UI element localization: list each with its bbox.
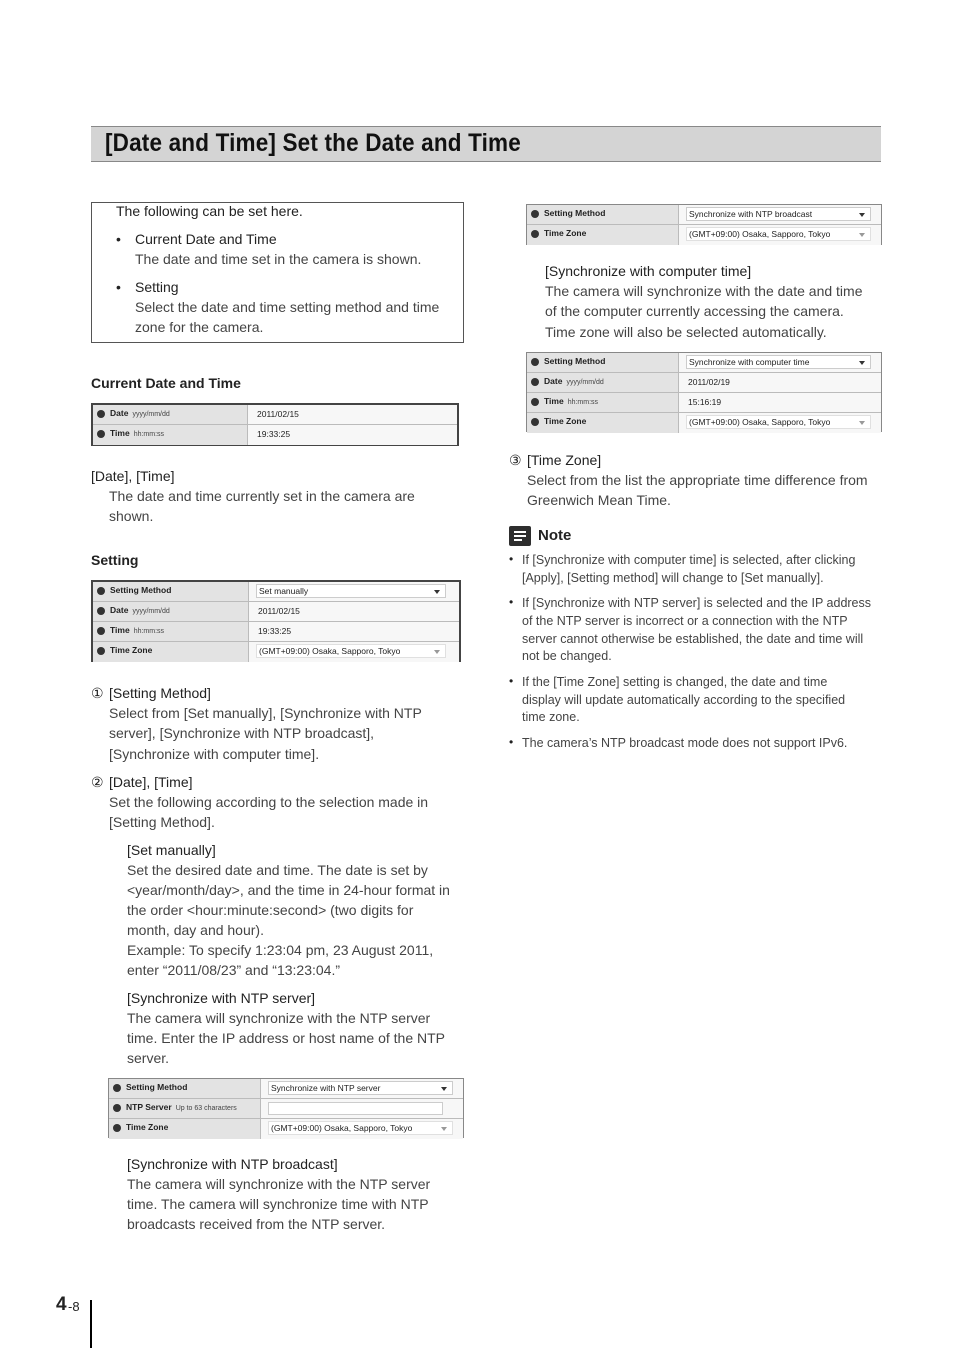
section-heading-current: Current Date and Time — [91, 375, 241, 391]
item-desc: [Setting Method]. — [109, 814, 215, 830]
select-value: (GMT+09:00) Osaka, Sapporo, Tokyo — [689, 229, 831, 239]
item-desc: shown. — [109, 508, 154, 524]
info-icon — [113, 1124, 121, 1132]
item-desc: Select from [Set manually], [Synchronize with NTP — [109, 705, 422, 721]
row-hint: yyyy/mm/dd — [132, 608, 170, 615]
row-label: Time Zone — [544, 228, 587, 238]
row-hint: yyyy/mm/dd — [566, 379, 604, 386]
row-label: Date — [110, 605, 129, 615]
chevron-down-icon — [859, 361, 865, 365]
panel-row-method — [93, 582, 459, 602]
row-label: Date — [544, 376, 563, 386]
subitem-desc: enter “2011/08/23” and “13:23:04.” — [127, 962, 341, 978]
note-text: If the [Time Zone] setting is changed, the date and time — [522, 675, 828, 689]
note-text: If [Synchronize with computer time] is selected, after clicking — [522, 553, 856, 567]
row-hint: hh:mm:ss — [133, 431, 165, 438]
subitem-desc: The camera will synchronize with the date and time — [545, 283, 863, 299]
item-desc: Set the following according to the selection made in — [109, 794, 429, 810]
item-head: [Date], [Time] — [109, 774, 193, 790]
date-value: 2011/02/19 — [688, 377, 730, 387]
info-icon — [531, 230, 539, 238]
bullet-icon: • — [509, 735, 514, 749]
subitem-desc: time. The camera will synchronize time with NTP — [127, 1196, 429, 1212]
chevron-down-icon — [434, 590, 440, 594]
panel-row-time — [527, 393, 881, 413]
row-hint: hh:mm:ss — [133, 628, 165, 635]
chevron-down-icon — [434, 650, 440, 654]
row-label: Time — [110, 428, 130, 438]
chapter-number: 4 — [56, 1294, 67, 1315]
item-number: ② — [91, 774, 104, 790]
item-head: [Date], [Time] — [91, 468, 175, 484]
bullet-icon: • — [116, 231, 121, 247]
computer-time-panel — [526, 352, 882, 432]
panel-row-timezone — [109, 1119, 463, 1139]
panel-row-time — [93, 425, 457, 445]
info-icon — [113, 1104, 121, 1112]
item-desc: [Synchronize with computer time]. — [109, 746, 320, 762]
subitem-head: [Set manually] — [127, 842, 216, 858]
chevron-down-icon — [441, 1127, 447, 1131]
info-icon — [97, 647, 105, 655]
item-number: ③ — [509, 452, 522, 468]
time-value: 19:33:25 — [257, 429, 291, 439]
row-label: Time — [110, 625, 130, 635]
panel-row-date — [93, 602, 459, 622]
note-text: time zone. — [522, 710, 580, 724]
page-number: -8 — [68, 1299, 80, 1314]
chevron-down-icon — [859, 213, 865, 217]
select-value: (GMT+09:00) Osaka, Sapporo, Tokyo — [259, 646, 401, 656]
item-desc: Select from the list the appropriate time difference from — [527, 472, 868, 488]
select-value: Synchronize with NTP broadcast — [689, 209, 813, 219]
info-icon — [97, 410, 105, 418]
subitem-desc: month, day and hour). — [127, 922, 264, 938]
subitem-head: [Synchronize with NTP broadcast] — [127, 1156, 338, 1172]
info-icon — [97, 607, 105, 615]
time-value: 15:16:19 — [688, 397, 722, 407]
item-head: [Time Zone] — [527, 452, 602, 468]
timezone-select[interactable] — [686, 227, 871, 241]
note-text: of the NTP server is incorrect or a connection with the NTP — [522, 614, 848, 628]
page-title-bar — [91, 126, 881, 162]
info-icon — [531, 358, 539, 366]
chevron-down-icon — [859, 233, 865, 237]
info-icon — [531, 378, 539, 386]
page-title: [Date and Time] Set the Date and Time — [105, 129, 521, 157]
summary-item-desc: Select the date and time setting method and time — [135, 299, 440, 315]
row-hint: Up to 63 characters — [175, 1105, 237, 1112]
chevron-down-icon — [441, 1087, 447, 1091]
row-label: Time — [544, 396, 564, 406]
note-text: display will update automatically according to the specified — [522, 693, 846, 707]
info-icon — [531, 418, 539, 426]
panel-row-time — [93, 622, 459, 642]
note-text: If [Synchronize with NTP server] is selected and the IP address — [522, 596, 872, 610]
date-input[interactable]: 2011/02/15 — [258, 606, 300, 616]
select-value: (GMT+09:00) Osaka, Sapporo, Tokyo — [271, 1123, 413, 1133]
subitem-desc: Set the desired date and time. The date is set by — [127, 862, 428, 878]
row-label: Setting Method — [544, 208, 606, 218]
current-datetime-panel — [91, 403, 459, 446]
subitem-desc: broadcasts received from the NTP server. — [127, 1216, 386, 1232]
setting-method-select[interactable] — [268, 1081, 453, 1095]
subitem-desc: the order <hour:minute:second> (two digits for — [127, 902, 414, 918]
info-icon — [113, 1084, 121, 1092]
panel-row-method — [527, 205, 881, 225]
select-value: (GMT+09:00) Osaka, Sapporo, Tokyo — [689, 417, 831, 427]
bullet-icon: • — [509, 552, 514, 566]
row-label: Setting Method — [544, 356, 606, 366]
setting-method-select[interactable] — [686, 355, 871, 369]
subitem-desc: Time zone will also be selected automatically. — [545, 324, 827, 340]
info-icon — [97, 430, 105, 438]
subitem-desc: The camera will synchronize with the NTP server — [127, 1176, 431, 1192]
bullet-icon: • — [116, 279, 121, 295]
time-input[interactable]: 19:33:25 — [258, 626, 292, 636]
note-text: The camera’s NTP broadcast mode does not support IPv6. — [522, 736, 848, 750]
row-label: Setting Method — [110, 585, 172, 595]
subitem-desc: <year/month/day>, and the time in 24-hour format in — [127, 882, 450, 898]
item-head: [Setting Method] — [109, 685, 211, 701]
summary-item-head: Current Date and Time — [135, 231, 277, 247]
note-title: Note — [538, 527, 572, 544]
date-value: 2011/02/15 — [257, 409, 299, 419]
row-hint: hh:mm:ss — [567, 399, 599, 406]
setting-panel — [91, 580, 461, 662]
summary-item-desc: zone for the camera. — [135, 319, 264, 335]
timezone-select[interactable] — [268, 1121, 453, 1135]
chevron-down-icon — [859, 421, 865, 425]
panel-row-timezone — [527, 225, 881, 245]
row-label: Time Zone — [544, 416, 587, 426]
row-hint: yyyy/mm/dd — [132, 411, 170, 418]
summary-intro: The following can be set here. — [116, 203, 303, 219]
note-text: not be changed. — [522, 649, 612, 663]
subitem-desc: The camera will synchronize with the NTP server — [127, 1010, 431, 1026]
info-icon — [97, 587, 105, 595]
note-text: [Apply], [Setting method] will change to [Set manually]. — [522, 571, 824, 585]
subitem-desc: server. — [127, 1050, 170, 1066]
ntp-server-panel — [108, 1078, 464, 1138]
panel-row-ntp-server — [109, 1099, 463, 1119]
row-label: Time Zone — [110, 645, 153, 655]
info-icon — [531, 210, 539, 218]
row-label: Time Zone — [126, 1122, 169, 1132]
select-value: Synchronize with computer time — [689, 357, 810, 367]
ntp-server-input[interactable] — [268, 1102, 443, 1115]
section-heading-setting: Setting — [91, 552, 139, 568]
row-label: Date — [110, 408, 129, 418]
info-icon — [97, 627, 105, 635]
info-icon — [531, 398, 539, 406]
setting-method-select[interactable] — [256, 584, 446, 598]
item-desc: The date and time currently set in the camera are — [109, 488, 415, 504]
item-desc: server], [Synchronize with NTP broadcast], — [109, 725, 375, 741]
panel-row-method — [527, 353, 881, 373]
subitem-desc: of the computer currently accessing the camera. — [545, 303, 844, 319]
note-text: server cannot otherwise be established, the date and time will — [522, 632, 864, 646]
subitem-head: [Synchronize with computer time] — [545, 263, 752, 279]
item-desc: Greenwich Mean Time. — [527, 492, 671, 508]
ntp-broadcast-panel — [526, 204, 882, 245]
subitem-desc: Example: To specify 1:23:04 pm, 23 August 2011, — [127, 942, 434, 958]
panel-row-date — [93, 405, 457, 425]
subitem-head: [Synchronize with NTP server] — [127, 990, 316, 1006]
panel-row-timezone — [93, 642, 459, 662]
row-label: Setting Method — [126, 1082, 188, 1092]
note-icon — [509, 526, 531, 546]
item-number: ① — [91, 685, 104, 701]
bullet-icon: • — [509, 595, 514, 609]
select-value: Synchronize with NTP server — [271, 1083, 381, 1093]
footer-rule — [90, 1300, 92, 1348]
summary-item-desc: The date and time set in the camera is shown. — [135, 251, 422, 267]
panel-row-method — [109, 1079, 463, 1099]
subitem-desc: time. Enter the IP address or host name of the NTP — [127, 1030, 446, 1046]
setting-method-select[interactable] — [686, 207, 871, 221]
select-value: Set manually — [259, 586, 309, 596]
panel-row-date — [527, 373, 881, 393]
summary-item-head: Setting — [135, 279, 179, 295]
bullet-icon: • — [509, 674, 514, 688]
timezone-select[interactable] — [256, 644, 446, 658]
row-label: NTP Server — [126, 1102, 172, 1112]
panel-row-timezone — [527, 413, 881, 433]
timezone-select[interactable] — [686, 415, 871, 429]
